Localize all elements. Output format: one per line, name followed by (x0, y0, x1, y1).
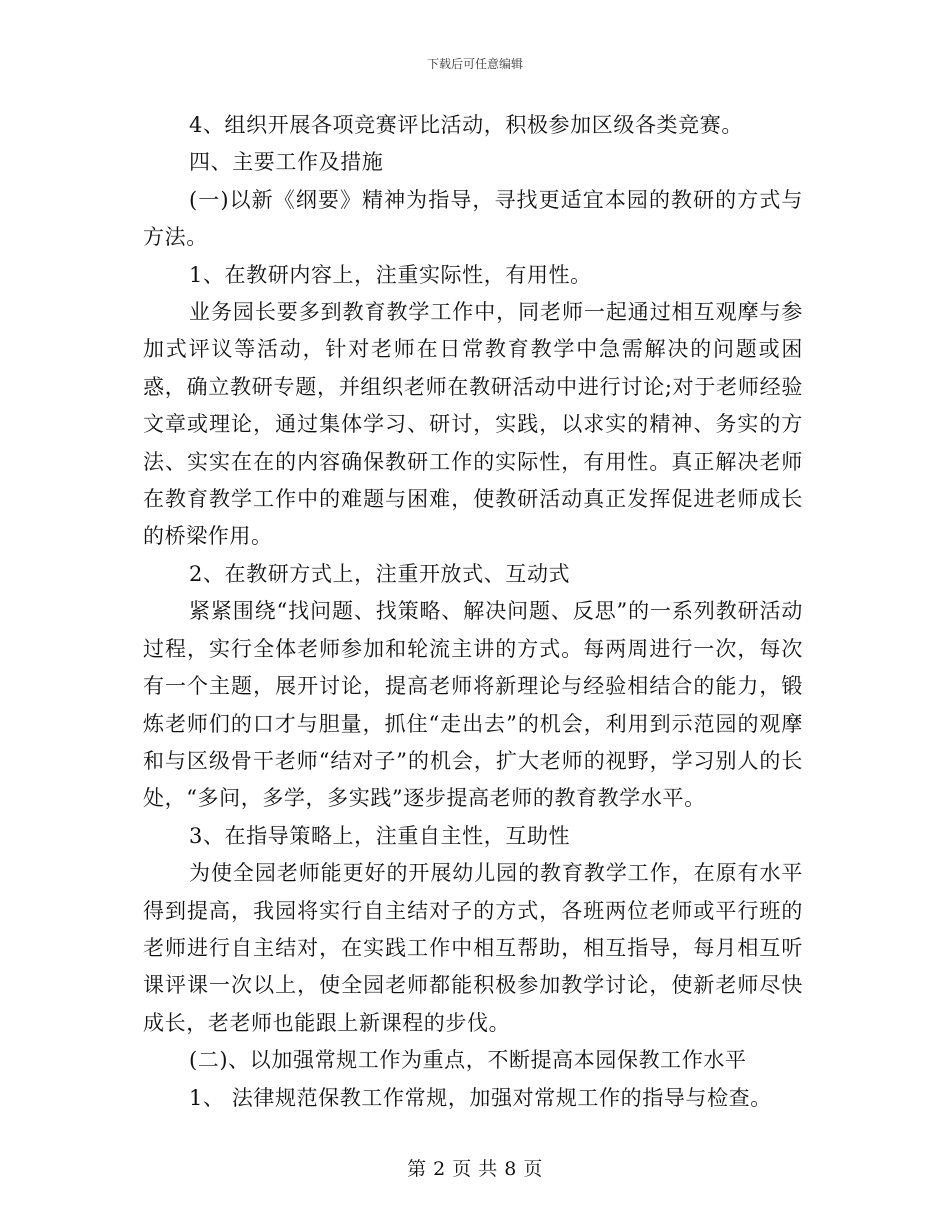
page-header: 下载后可任意编辑 (426, 57, 523, 71)
document-body (143, 107, 803, 1117)
paragraph-strategy: 为使全园老师能更好的开展幼儿园的教育教学工作，在原有水平得到提高，我园将实行自主结对子的方式，各班两位老师或平行班的老师进行自主结对，在实践工作中相互帮助，相互指导，每月相互听课评课一次以上，使全园老师都能积极参加教学讨论，使新老师尽快成长，老老师也能跟上新课程的步伐。 (143, 861, 803, 1035)
subsection-heading-1: (一)以新《纲要》精神为指导，寻找更适宜本园的教研的方式与方法。 (143, 187, 803, 250)
paragraph-method: 紧紧围绕“找问题、找策略、解决问题、反思”的一系列教研活动过程，实行全体老师参加和轮流主讲的方式。每两周进行一次，每次有一个主题，展开讨论，提高老师将新理论与经验相结合的能力，锻炼老师们的口才与胆量，抓住“走出去”的机会，利用到示范园的观摩和与区级骨干老师“结对子”的机会，扩大老师的视野，学习别人的长处，“多问，多学，多实践”逐步提高老师的教育教学水平。 (143, 599, 803, 811)
point-heading-content: 1、在教研内容上，注重实际性，有用性。 (189, 262, 592, 287)
subsection-heading-2: (二)、以加强常规工作为重点，不断提高本园保教工作水平 (189, 1048, 747, 1073)
paragraph-item-4: 4、组织开展各项竞赛评比活动，积极参加区级各类竞赛。 (189, 113, 743, 137)
section-heading-main-work: 四、主要工作及措施 (189, 150, 384, 175)
point-heading-routine: 1、 法律规范保教工作常规，加强对常规工作的指导与检查。 (189, 1085, 772, 1110)
paragraph-content: 业务园长要多到教育教学工作中，同老师一起通过相互观摩与参加式评议等活动，针对老师在日常教育教学中急需解决的问题或困惑，确立教研专题，并组织老师在教研活动中进行讨论;对于老师经验文章或理论，通过集体学习、研讨，实践，以求实的精神、务实的方法、实实在在的内容确保教研工作的实际性，有用性。真正解决老师在教育教学工作中的难题与困难，使教研活动真正发挥促进老师成长的桥梁作用。 (143, 300, 803, 549)
page-footer: 第 2 页 共 8 页 (407, 1158, 543, 1180)
point-heading-method: 2、在教研方式上，注重开放式、互动式 (189, 561, 571, 586)
point-heading-strategy: 3、在指导策略上，注重自主性，互助性 (189, 823, 571, 848)
